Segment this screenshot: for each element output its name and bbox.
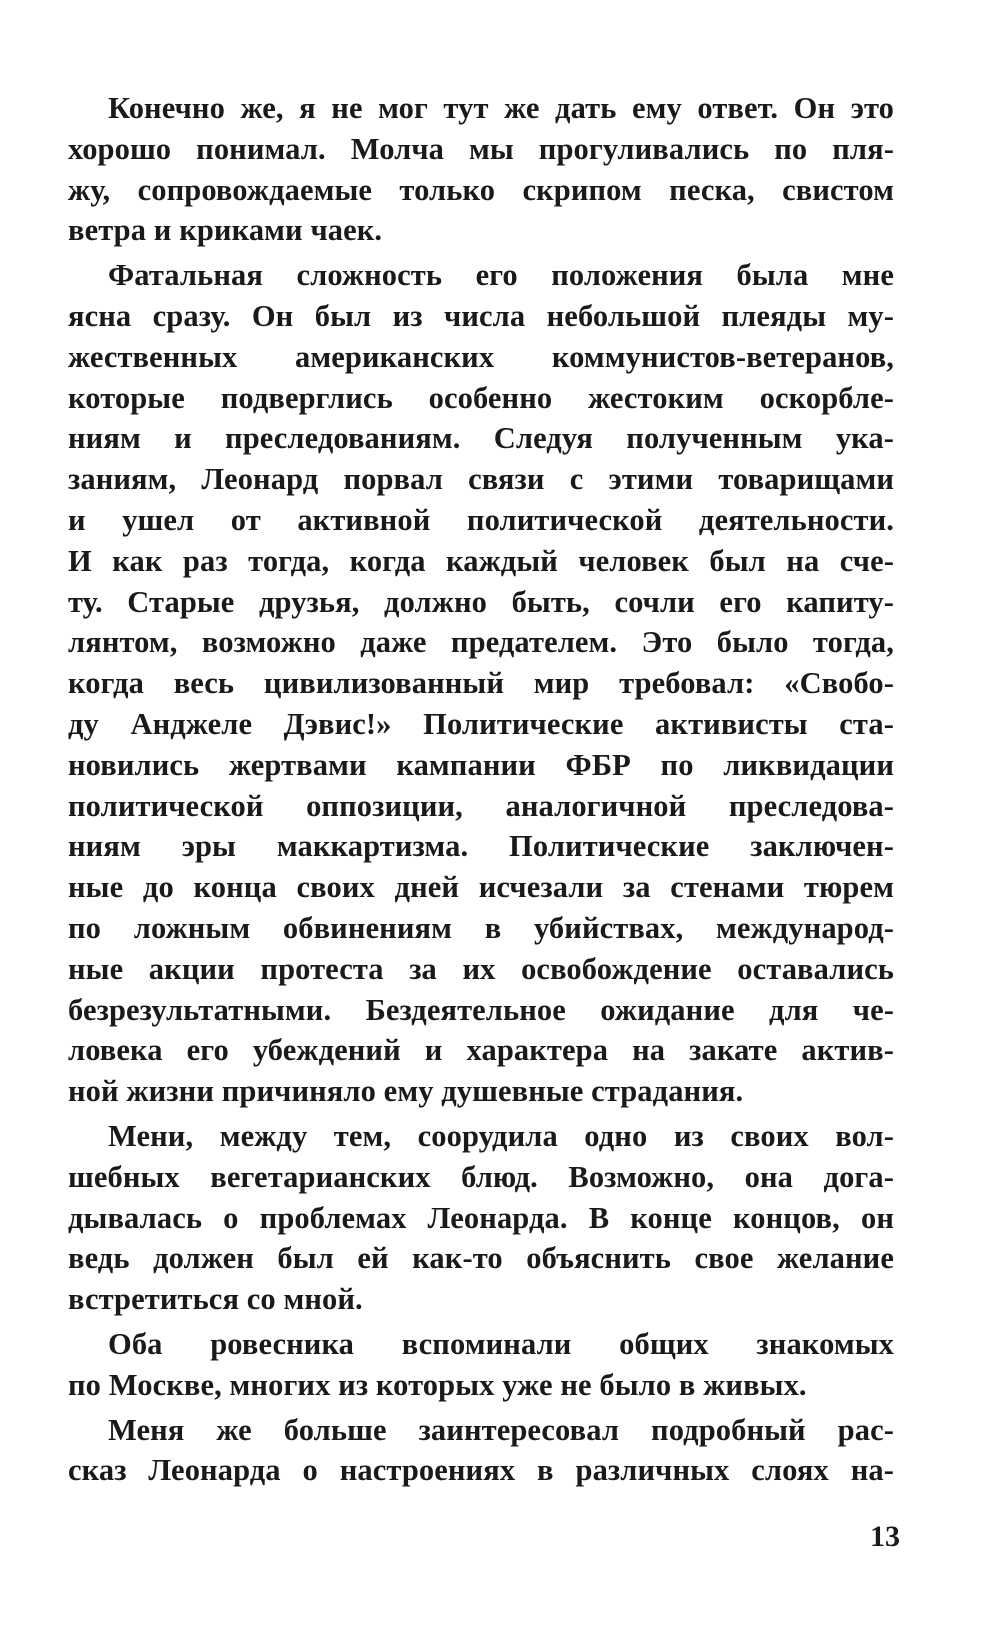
text-line: Меня же больше заинтересовал подробный рас-	[108, 1412, 894, 1447]
text-line: ниям эры маккартизма. Политические заключен-	[68, 829, 894, 864]
text-line: ловека его убеждений и характера на закате актив-	[68, 1033, 894, 1068]
text-line: когда весь цивилизованный мир требовал: «Свобо-	[68, 666, 894, 701]
text-line: ниям и преследованиям. Следуя полученным ука-	[68, 421, 894, 456]
text-line: ные до конца своих дней исчезали за стенами тюрем	[68, 870, 894, 905]
text-line: и ушел от активной политической деятельности.	[68, 502, 894, 537]
text-line: которые подверглись особенно жестоким оскорбле-	[68, 380, 894, 415]
text-line: жу, сопровождаемые только скрипом песка, свистом	[68, 172, 894, 207]
text-line: дывалась о проблемах Леонарда. В конце концов, он	[68, 1200, 894, 1235]
text-line: новились жертвами кампании ФБР по ликвидации	[68, 747, 894, 782]
text-line: И как раз тогда, когда каждый человек был на сче-	[68, 543, 894, 578]
text-line: жественных американских коммунистов-ветеранов,	[68, 339, 894, 374]
text-line: сказ Леонарда о настроениях в различных слоях на-	[68, 1453, 894, 1488]
text-line: Оба ровесника вспоминали общих знакомых	[108, 1326, 894, 1361]
paragraph	[68, 255, 894, 1112]
text-line: ные акции протеста за их освобождение оставались	[68, 951, 894, 986]
text-line: шебных вегетарианских блюд. Возможно, она дога-	[68, 1159, 894, 1194]
text-line: хорошо понимал. Молча мы прогуливались по пля-	[68, 131, 894, 166]
text-line: политической оппозиции, аналогичной преследова-	[68, 788, 894, 823]
paragraph	[68, 88, 894, 251]
text-line: по ложным обвинениям в убийствах, международ-	[68, 910, 894, 945]
paragraph	[68, 1324, 894, 1406]
text-line: Фатальная сложность его положения была мне	[108, 258, 894, 293]
text-line: ясна сразу. Он был из числа небольшой плеяды му-	[68, 298, 894, 333]
paragraph	[68, 1116, 894, 1320]
page-number: 13	[870, 1520, 900, 1553]
body-text	[68, 88, 894, 1495]
text-line: встретиться со мной.	[68, 1282, 363, 1317]
text-line: ду Анджеле Дэвис!» Политические активисты ста-	[68, 706, 894, 741]
text-line: Конечно же, я не мог тут же дать ему ответ. Он это	[108, 91, 894, 125]
text-line: ной жизни причиняло ему душевные страдания.	[68, 1074, 744, 1109]
text-line: ведь должен был ей как-то объяснить свое желание	[68, 1241, 894, 1276]
text-line: ветра и криками чаек.	[68, 213, 383, 248]
text-line: заниям, Леонард порвал связи с этими товарищами	[68, 462, 894, 497]
paragraph	[68, 1410, 894, 1492]
text-line: безрезультатными. Бездеятельное ожидание для че-	[68, 992, 894, 1027]
text-line: Мени, между тем, соорудила одно из своих вол-	[108, 1118, 894, 1153]
text-line: по Москве, многих из которых уже не было в живых.	[68, 1367, 807, 1402]
text-line: ту. Старые друзья, должно быть, сочли его капиту-	[68, 584, 894, 619]
text-line: лянтом, возможно даже предателем. Это было тогда,	[68, 625, 894, 660]
